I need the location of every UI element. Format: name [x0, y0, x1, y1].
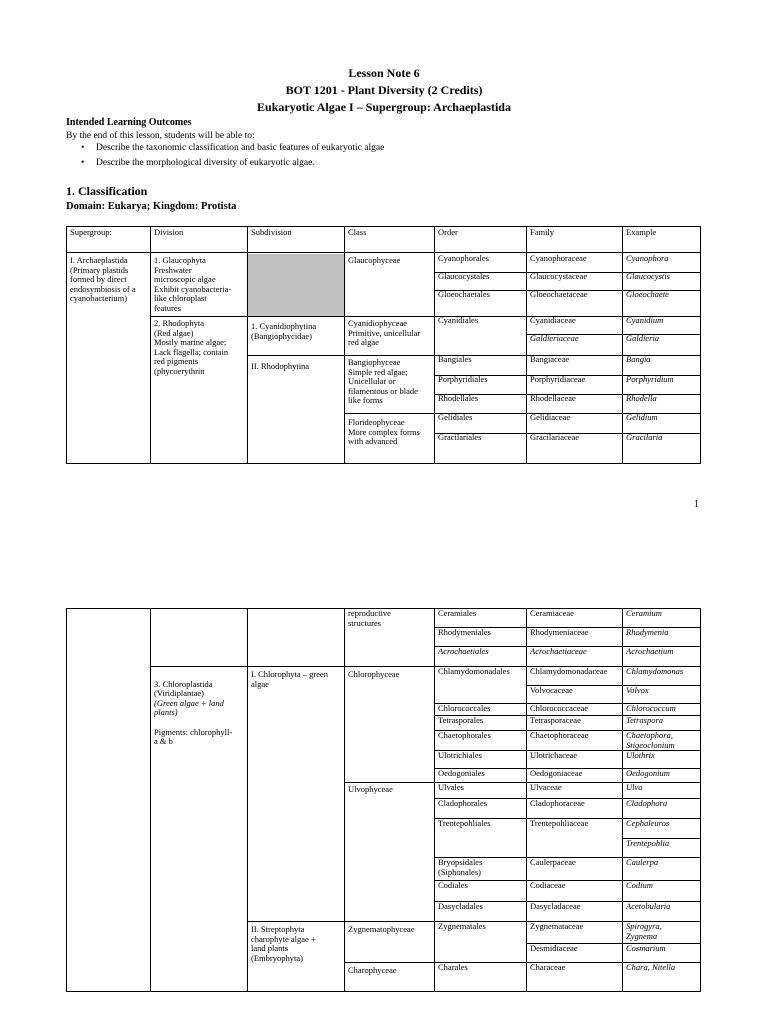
order-cell: Cladophorales	[438, 799, 488, 808]
example-cell: Caulerpa	[626, 858, 659, 867]
table-rule	[247, 921, 434, 922]
family-cell: Trentepohliaceae	[530, 819, 589, 828]
family-cell: Caulerpaceae	[530, 858, 576, 867]
family-cell: Cyanophoraceae	[530, 254, 587, 263]
family-cell: Ulvaceae	[530, 783, 562, 792]
section-heading: 1. Classification	[66, 184, 148, 198]
page-number: 1	[694, 499, 699, 510]
class-zygnematophyceae: Zygnematophyceae	[348, 925, 415, 934]
subdivision-cyanidiophytina: 1. Cyanidiophytina (Bangiophycidae)	[251, 322, 317, 341]
order-cell: Ulotrichiales	[438, 751, 482, 760]
header-supergroup: Supergroup:	[70, 228, 112, 237]
section-subheading: Domain: Eukarya; Kingdom: Protista	[66, 201, 237, 212]
family-cell: Cladophoraceae	[530, 799, 585, 808]
family-cell: Oedogoniaceae	[530, 769, 583, 778]
class-bangiophyceae: Bangiophyceae Simple red algae; Unicellular or filamentous or blade like forms	[348, 358, 418, 406]
header-family: Family	[530, 228, 555, 237]
class-ulvophyceae: Ulvophyceae	[348, 785, 393, 794]
example-cell: Gloeochaete	[626, 290, 669, 299]
family-cell: Cyanidiaceae	[530, 316, 576, 325]
header-division: Division	[154, 228, 184, 237]
header-class: Class	[348, 228, 367, 237]
header-example: Example	[626, 228, 657, 237]
example-cell: Chaetophora, Stigeoclonium	[626, 731, 675, 750]
example-cell: Galdieria	[626, 334, 660, 343]
course-title: BOT 1201 - Plant Diversity (2 Credits)	[285, 83, 483, 97]
topic-title: Eukaryotic Algae I – Supergroup: Archaeplastida	[257, 100, 511, 114]
order-cell: Rhodymeniales	[438, 628, 491, 637]
order-cell: Trentepohliales	[438, 819, 491, 828]
example-cell: Rhodella	[626, 394, 657, 403]
division-rhodophyta: 2. Rhodophyta (Red algae) Mostly marine algae; Lack flagella; contain red pigments (phycoerythrin	[154, 319, 229, 376]
example-cell: Chlamydomonas	[626, 667, 684, 676]
example-cell: Cyanidium	[626, 316, 664, 325]
family-cell: Zygnemataceae	[530, 922, 584, 931]
family-cell: Bangiaceae	[530, 355, 570, 364]
class-charophyceae: Charophyceae	[348, 966, 397, 975]
order-cell: Cyanidiales	[438, 316, 479, 325]
order-cell: Codiales	[438, 881, 468, 890]
order-cell: Gloeochaetales	[438, 290, 490, 299]
example-cell: Chlorococcum	[626, 704, 676, 713]
example-cell: Gelidium	[626, 413, 658, 422]
example-cell: Cosmarium	[626, 944, 666, 953]
order-cell: Chlamydomonadales	[438, 667, 510, 676]
family-cell: Chlamydomonadaceae	[530, 667, 608, 676]
order-cell: Gracilariales	[438, 433, 482, 442]
family-cell: Ulotrichaceae	[530, 751, 578, 760]
example-cell: Codium	[626, 881, 653, 890]
table-rule	[66, 991, 701, 992]
subdivision-streptophyta: II. Streptophyta charophyte algae + land plants (Embryophyta)	[251, 925, 316, 963]
example-cell: Ceramium	[626, 609, 662, 618]
order-cell: Zygnematales	[438, 922, 486, 931]
family-cell: Rhodymeniaceae	[530, 628, 589, 637]
family-cell: Volvocaceae	[530, 686, 573, 695]
order-cell: Ceramiales	[438, 609, 477, 618]
order-cell: Rhodellales	[438, 394, 479, 403]
class-chlorophyceae: Chlorophyceae	[348, 670, 400, 679]
example-cell: Cephaleuros	[626, 819, 670, 828]
table-rule	[344, 962, 434, 963]
family-cell: Rhodellaceae	[530, 394, 576, 403]
family-cell: Gracilariaceae	[530, 433, 580, 442]
order-cell: Acrochaetiales	[438, 647, 489, 656]
division-chloroplastida: 3. Chloroplastida (Viridiplantae) (Green algae + land plants) Pigments: chlorophyll- a & b	[154, 678, 233, 747]
example-cell: Oedogonium	[626, 769, 670, 778]
class-florideophyceae-cont: reproductive structures	[348, 609, 391, 628]
order-cell: Bangiales	[438, 355, 472, 364]
order-cell: Gelidiales	[438, 413, 473, 422]
class-glaucophyceae: Glaucophyceae	[348, 256, 401, 265]
example-cell: Cladophora	[626, 799, 668, 808]
family-cell: Desmidiaceae	[530, 944, 578, 953]
division-glaucophyta: 1. Glaucophyta Freshwater microscopic algae Exhibit cyanobacteria- like chloroplast features	[154, 256, 232, 313]
example-cell: Ulva	[626, 783, 643, 792]
example-cell: Bangia	[626, 355, 651, 364]
order-cell: Porphyridiales	[438, 375, 488, 384]
family-cell: Gloeochaetaceae	[530, 290, 588, 299]
family-cell: Chaetophoraceae	[530, 731, 589, 740]
example-cell: Chara, Nitella	[626, 963, 676, 972]
order-cell: Chlorococcales	[438, 704, 491, 713]
example-cell: Rhodymenia	[626, 628, 669, 637]
example-cell: Gracilaria	[626, 433, 663, 442]
family-cell: Porphyridiaceae	[530, 375, 586, 384]
table-rule	[344, 782, 434, 783]
ilo-bullet: • Describe the taxonomic classification and basic features of eukaryotic algae	[81, 143, 385, 153]
order-cell: Dasycladales	[438, 902, 483, 911]
family-cell: Dasycladaceae	[530, 902, 581, 911]
supergroup-cell: I. Archaeplastida (Primary plastids formed by direct endosymbiosis of a cyanobacterium)	[70, 256, 136, 304]
table-rule	[700, 608, 701, 991]
order-cell: Ulvales	[438, 783, 464, 792]
table-rule	[66, 608, 67, 991]
example-cell: Acrochaetium	[626, 647, 674, 656]
family-cell: Glaucocystaceae	[530, 272, 588, 281]
subdivision-chlorophyta: I. Chlorophyta – green algae	[251, 670, 328, 689]
example-cell: Cyanophora	[626, 254, 669, 263]
example-cell: Glaucocystis	[626, 272, 670, 281]
family-cell: Ceramiaceae	[530, 609, 574, 618]
family-cell: Acrochaetiaceae	[530, 647, 587, 656]
ilo-heading: Intended Learning Outcomes	[66, 117, 192, 128]
order-cell: Bryopsidales (Siphonales)	[438, 858, 483, 877]
class-cyanidiophyceae: Cyanidiophyceae Primitive, unicellular red algae	[348, 319, 421, 348]
subdivision-rhodophytina: II. Rhodophytina	[251, 362, 310, 371]
family-cell: Gelidiaceae	[530, 413, 571, 422]
order-cell: Charales	[438, 963, 468, 972]
header-subdivision: Subdivision	[251, 228, 292, 237]
example-cell: Ulothrix	[626, 751, 655, 760]
family-cell: Characeae	[530, 963, 566, 972]
example-cell: Acetobularia	[626, 902, 671, 911]
family-cell: Codiaceae	[530, 881, 566, 890]
family-cell: Tetrasporaceae	[530, 716, 581, 725]
example-cell: Spirogyra, Zygnema	[626, 922, 662, 941]
lesson-title: Lesson Note 6	[348, 66, 420, 80]
order-cell: Cyanophorales	[438, 254, 489, 263]
ilo-intro: By the end of this lesson, students will be able to:	[66, 131, 255, 141]
example-cell: Volvox	[626, 686, 649, 695]
family-cell: Chlorococcaceae	[530, 704, 589, 713]
order-cell: Oedogoniales	[438, 769, 485, 778]
family-cell: Galdieriaceae	[530, 334, 579, 343]
ilo-bullet: • Describe the morphological diversity of eukaryotic algae.	[81, 158, 315, 168]
order-cell: Chaetophorales	[438, 731, 491, 740]
example-cell: Trentepohlia	[626, 839, 670, 848]
order-cell: Tetrasporales	[438, 716, 484, 725]
example-cell: Tetraspora	[626, 716, 664, 725]
class-florideophyceae: Florideophyceae More complex forms with advanced	[348, 418, 420, 447]
order-cell: Glaucocystales	[438, 272, 490, 281]
example-cell: Porphyridium	[626, 375, 674, 384]
header-order: Order	[438, 228, 458, 237]
